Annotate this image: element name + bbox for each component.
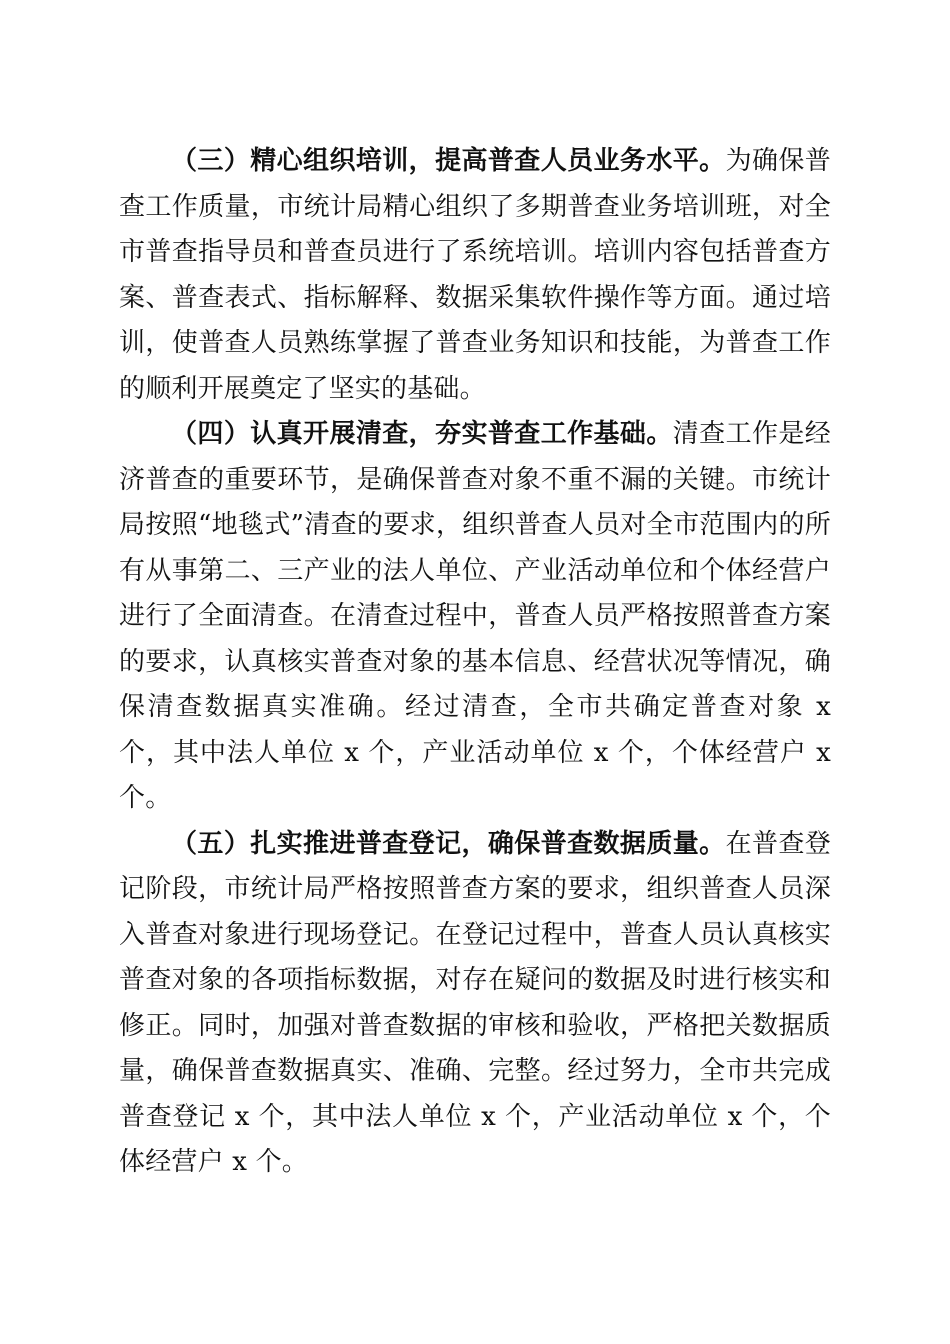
paragraph-text: 在普查登记阶段，市统计局严格按照普查方案的要求，组织普查人员深入普查对象进行现场登记。在登记过程中，普查人员认真核实普查对象的各项指标数据，对存在疑问的数据及时进行核实和修正。同时，加强对普查数据的审核和验收，严格把关数据质量，确保普查数据真实、准确、完整。经过努力，全市共完成普查登记 x 个，其中法人单位 x 个，产业活动单位 x 个，个体经营户 x 个。 [119, 828, 831, 1177]
paragraph-training [119, 139, 831, 412]
paragraph-registration [119, 822, 831, 1186]
document-body [119, 139, 831, 1186]
paragraph-text: 清查工作是经济普查的重要环节，是确保普查对象不重不漏的关键。市统计局按照“地毯式”清查的要求，组织普查人员对全市范围内的所有从事第二、三产业的法人单位、产业活动单位和个体经营户进行了全面清查。在清查过程中，普查人员严格按照普查方案的要求，认真核实普查对象的基本信息、经营状况等情况，确保清查数据真实准确。经过清查，全市共确定普查对象 x 个，其中法人单位 x 个，产业活动单位 x 个，个体经营户 x 个。 [119, 419, 831, 813]
paragraph-heading: （三）精心组织培训，提高普查人员业务水平。 [171, 146, 726, 176]
paragraph-heading: （四）认真开展清查，夯实普查工作基础。 [171, 419, 673, 449]
paragraph-heading: （五）扎实推进普查登记，确保普查数据质量。 [171, 828, 726, 859]
paragraph-text: 为确保普查工作质量，市统计局精心组织了多期普查业务培训班，对全市普查指导员和普查员进行了系统培训。培训内容包括普查方案、普查表式、指标解释、数据采集软件操作等方面。通过培训，使普查人员熟练掌握了普查业务知识和技能，为普查工作的顺利开展奠定了坚实的基础。 [119, 146, 831, 404]
paragraph-inventory [119, 412, 831, 822]
